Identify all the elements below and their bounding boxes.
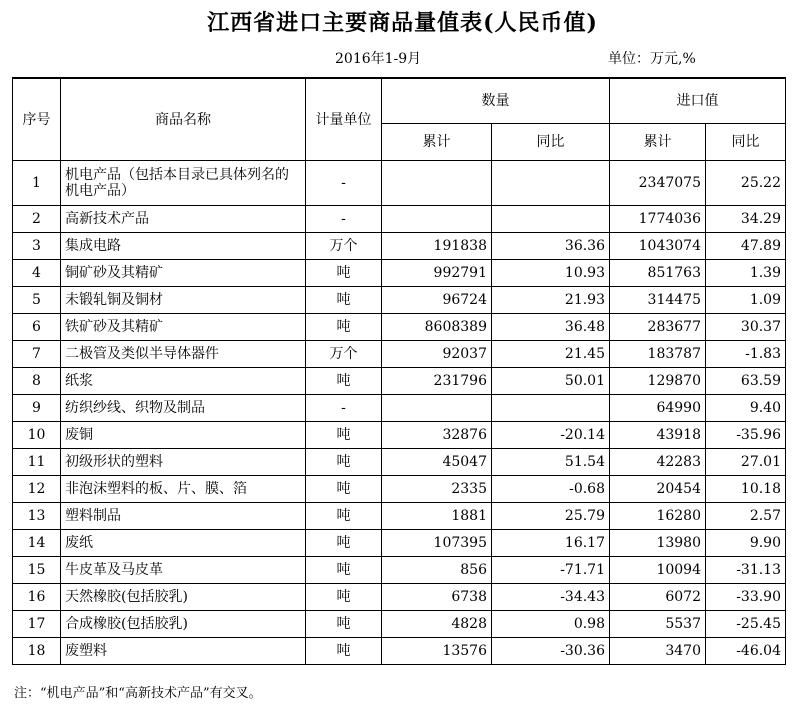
cell-seq: 3 xyxy=(13,233,61,260)
table-row xyxy=(13,341,786,368)
table-row xyxy=(13,314,786,341)
cell-qty: 8608389 xyxy=(382,314,492,341)
table-row xyxy=(13,638,786,665)
table-row xyxy=(13,161,786,206)
cell-name: 废塑料 xyxy=(61,638,306,665)
cell-value: 1043074 xyxy=(610,233,706,260)
cell-qty: 32876 xyxy=(382,422,492,449)
cell-value: 183787 xyxy=(610,341,706,368)
cell-name: 初级形状的塑料 xyxy=(61,449,306,476)
cell-seq: 6 xyxy=(13,314,61,341)
cell-unit: 万个 xyxy=(306,233,382,260)
cell-value-yoy: 1.39 xyxy=(706,260,786,287)
cell-unit: 吨 xyxy=(306,503,382,530)
cell-unit: 吨 xyxy=(306,530,382,557)
header-name: 商品名称 xyxy=(61,78,306,161)
cell-qty-yoy: 21.93 xyxy=(492,287,610,314)
cell-name: 二极管及类似半导体器件 xyxy=(61,341,306,368)
table-row xyxy=(13,449,786,476)
cell-value: 16280 xyxy=(610,503,706,530)
cell-unit: - xyxy=(306,161,382,206)
cell-seq: 1 xyxy=(13,161,61,206)
table-body xyxy=(13,161,786,665)
cell-name: 纺织纱线、织物及制品 xyxy=(61,395,306,422)
cell-value-yoy: -33.90 xyxy=(706,584,786,611)
table-row xyxy=(13,368,786,395)
cell-value: 851763 xyxy=(610,260,706,287)
cell-qty-yoy: 36.36 xyxy=(492,233,610,260)
cell-name: 未锻轧铜及铜材 xyxy=(61,287,306,314)
cell-seq: 18 xyxy=(13,638,61,665)
cell-qty: 107395 xyxy=(382,530,492,557)
cell-qty-yoy: -30.36 xyxy=(492,638,610,665)
table-row xyxy=(13,395,786,422)
cell-value: 314475 xyxy=(610,287,706,314)
cell-seq: 4 xyxy=(13,260,61,287)
cell-qty-yoy: -20.14 xyxy=(492,422,610,449)
cell-seq: 2 xyxy=(13,206,61,233)
cell-value-yoy: -46.04 xyxy=(706,638,786,665)
cell-unit: 吨 xyxy=(306,368,382,395)
header-seq: 序号 xyxy=(13,78,61,161)
header-value-yoy: 同比 xyxy=(706,124,786,161)
cell-qty-yoy: -34.43 xyxy=(492,584,610,611)
cell-qty-yoy: 50.01 xyxy=(492,368,610,395)
cell-unit: - xyxy=(306,395,382,422)
table-title: 江西省进口主要商品量值表(人民币值) xyxy=(207,10,598,36)
cell-qty: 6738 xyxy=(382,584,492,611)
cell-name: 合成橡胶(包括胶乳) xyxy=(61,611,306,638)
table-row xyxy=(13,584,786,611)
cell-name: 牛皮革及马皮革 xyxy=(61,557,306,584)
cell-qty: 13576 xyxy=(382,638,492,665)
table-row xyxy=(13,260,786,287)
cell-qty-yoy xyxy=(492,206,610,233)
cell-seq: 11 xyxy=(13,449,61,476)
cell-qty-yoy: 0.98 xyxy=(492,611,610,638)
cell-value-yoy: 47.89 xyxy=(706,233,786,260)
cell-value: 5537 xyxy=(610,611,706,638)
cell-value: 2347075 xyxy=(610,161,706,206)
cell-qty: 45047 xyxy=(382,449,492,476)
cell-seq: 16 xyxy=(13,584,61,611)
cell-unit: 吨 xyxy=(306,449,382,476)
cell-unit: 吨 xyxy=(306,638,382,665)
table-row xyxy=(13,287,786,314)
cell-name: 机电产品（包括本目录已具体列名的机电产品） xyxy=(61,161,306,206)
cell-value-yoy: -31.13 xyxy=(706,557,786,584)
table-row xyxy=(13,422,786,449)
cell-seq: 17 xyxy=(13,611,61,638)
cell-qty: 4828 xyxy=(382,611,492,638)
cell-name: 非泡沫塑料的板、片、膜、箔 xyxy=(61,476,306,503)
cell-seq: 5 xyxy=(13,287,61,314)
table-row xyxy=(13,233,786,260)
cell-seq: 8 xyxy=(13,368,61,395)
cell-value: 20454 xyxy=(610,476,706,503)
table-row xyxy=(13,476,786,503)
cell-seq: 14 xyxy=(13,530,61,557)
import-table xyxy=(12,77,786,665)
cell-qty: 1881 xyxy=(382,503,492,530)
cell-value: 6072 xyxy=(610,584,706,611)
table-row xyxy=(13,503,786,530)
footnote: 注：“机电产品”和“高新技术产品”有交叉。 xyxy=(14,686,262,701)
cell-qty: 96724 xyxy=(382,287,492,314)
cell-value: 10094 xyxy=(610,557,706,584)
cell-seq: 7 xyxy=(13,341,61,368)
cell-qty-yoy: -71.71 xyxy=(492,557,610,584)
cell-value-yoy: -35.96 xyxy=(706,422,786,449)
cell-value-yoy: 27.01 xyxy=(706,449,786,476)
cell-value-yoy: -25.45 xyxy=(706,611,786,638)
header-qty-yoy: 同比 xyxy=(492,124,610,161)
table-row xyxy=(13,611,786,638)
header-import-value: 进口值 xyxy=(610,78,786,124)
unit-label: 单位：万元,% xyxy=(608,51,696,67)
cell-seq: 9 xyxy=(13,395,61,422)
cell-qty: 856 xyxy=(382,557,492,584)
table-row xyxy=(13,206,786,233)
cell-value: 129870 xyxy=(610,368,706,395)
cell-value-yoy: 10.18 xyxy=(706,476,786,503)
cell-seq: 12 xyxy=(13,476,61,503)
cell-qty-yoy: 36.48 xyxy=(492,314,610,341)
cell-unit: 吨 xyxy=(306,611,382,638)
cell-unit: 吨 xyxy=(306,476,382,503)
cell-value: 283677 xyxy=(610,314,706,341)
cell-name: 铜矿砂及其精矿 xyxy=(61,260,306,287)
cell-value-yoy: 63.59 xyxy=(706,368,786,395)
cell-qty: 2335 xyxy=(382,476,492,503)
header-measure-unit: 计量单位 xyxy=(306,78,382,161)
cell-unit: 吨 xyxy=(306,584,382,611)
table-row xyxy=(13,530,786,557)
cell-name: 纸浆 xyxy=(61,368,306,395)
cell-name: 废纸 xyxy=(61,530,306,557)
cell-qty-yoy xyxy=(492,395,610,422)
cell-value: 43918 xyxy=(610,422,706,449)
cell-unit: 万个 xyxy=(306,341,382,368)
cell-qty: 231796 xyxy=(382,368,492,395)
cell-value-yoy: 34.29 xyxy=(706,206,786,233)
cell-value-yoy: 2.57 xyxy=(706,503,786,530)
cell-value-yoy: 9.40 xyxy=(706,395,786,422)
cell-unit: 吨 xyxy=(306,557,382,584)
cell-qty xyxy=(382,161,492,206)
cell-value: 42283 xyxy=(610,449,706,476)
cell-value-yoy: -1.83 xyxy=(706,341,786,368)
cell-unit: 吨 xyxy=(306,314,382,341)
cell-name: 铁矿砂及其精矿 xyxy=(61,314,306,341)
cell-qty-yoy xyxy=(492,161,610,206)
cell-value-yoy: 25.22 xyxy=(706,161,786,206)
cell-seq: 13 xyxy=(13,503,61,530)
cell-qty-yoy: 21.45 xyxy=(492,341,610,368)
cell-name: 废铜 xyxy=(61,422,306,449)
cell-name: 塑料制品 xyxy=(61,503,306,530)
cell-value: 64990 xyxy=(610,395,706,422)
cell-value-yoy: 30.37 xyxy=(706,314,786,341)
header-quantity: 数量 xyxy=(382,78,610,124)
cell-value: 13980 xyxy=(610,530,706,557)
cell-name: 集成电路 xyxy=(61,233,306,260)
cell-unit: 吨 xyxy=(306,287,382,314)
table-row xyxy=(13,557,786,584)
cell-unit: - xyxy=(306,206,382,233)
cell-value: 3470 xyxy=(610,638,706,665)
cell-unit: 吨 xyxy=(306,422,382,449)
cell-seq: 10 xyxy=(13,422,61,449)
cell-value-yoy: 9.90 xyxy=(706,530,786,557)
cell-qty-yoy: 51.54 xyxy=(492,449,610,476)
cell-name: 高新技术产品 xyxy=(61,206,306,233)
cell-unit: 吨 xyxy=(306,260,382,287)
header-qty-cumulative: 累计 xyxy=(382,124,492,161)
cell-qty-yoy: 16.17 xyxy=(492,530,610,557)
cell-qty xyxy=(382,395,492,422)
cell-value-yoy: 1.09 xyxy=(706,287,786,314)
cell-qty: 191838 xyxy=(382,233,492,260)
cell-qty xyxy=(382,206,492,233)
cell-value: 1774036 xyxy=(610,206,706,233)
cell-qty: 992791 xyxy=(382,260,492,287)
cell-seq: 15 xyxy=(13,557,61,584)
cell-qty-yoy: 25.79 xyxy=(492,503,610,530)
header-value-cumulative: 累计 xyxy=(610,124,706,161)
cell-name: 天然橡胶(包括胶乳) xyxy=(61,584,306,611)
period-label: 2016年1-9月 xyxy=(335,51,422,67)
cell-qty-yoy: 10.93 xyxy=(492,260,610,287)
cell-qty: 92037 xyxy=(382,341,492,368)
cell-qty-yoy: -0.68 xyxy=(492,476,610,503)
